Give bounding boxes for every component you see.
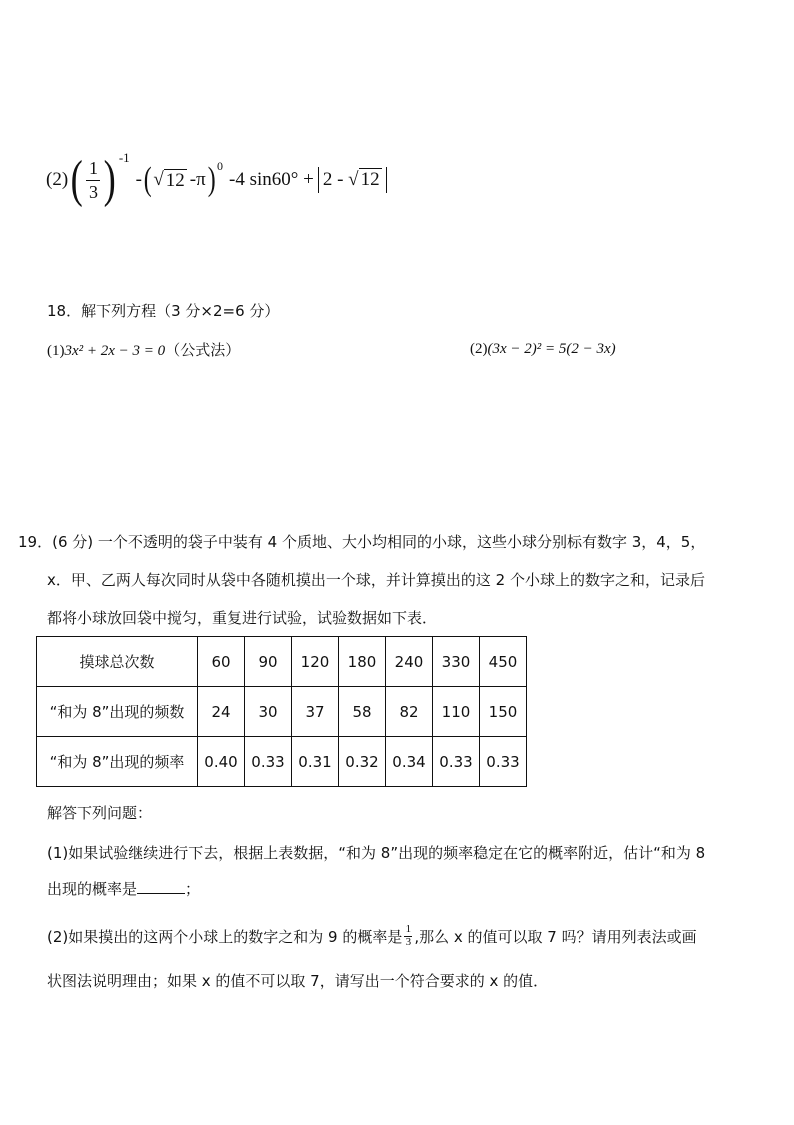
question-18-heading: 18．解下列方程（3 分×2=6 分） bbox=[47, 302, 280, 320]
small-fraction-denominator: 3 bbox=[405, 935, 412, 948]
part-2-line-1-text: (2)如果摸出的这两个小球上的数字之和为 9 的概率是 bbox=[47, 927, 403, 946]
table-cell: 450 bbox=[480, 637, 527, 687]
row-header: “和为 8”出现的频率 bbox=[37, 737, 198, 787]
question-19-line-2: x．甲、乙两人每次同时从袋中各随机摸出一个球，并计算摸出的这 2 个小球上的数字之和，记录后 bbox=[47, 571, 705, 589]
answer-blank bbox=[137, 879, 185, 894]
table-cell: 0.33 bbox=[245, 737, 292, 787]
table-cell: 0.33 bbox=[433, 737, 480, 787]
table-cell: 60 bbox=[198, 637, 245, 687]
pi-term: -π bbox=[189, 169, 206, 190]
part-2-line-1 bbox=[47, 924, 697, 948]
sqrt-arg: 12 bbox=[165, 169, 185, 191]
fraction-numerator: 1 bbox=[88, 157, 98, 178]
sin-term: -4 sin60° + bbox=[229, 169, 314, 190]
equation-1-math: 3x² + 2x − 3 = 0 bbox=[64, 343, 166, 359]
table-cell: 0.40 bbox=[198, 737, 245, 787]
abs-sqrt-arg: 12 bbox=[360, 169, 380, 190]
table-row bbox=[37, 687, 527, 737]
sqrt-icon: √ bbox=[348, 169, 359, 190]
left-paren-2: ( bbox=[143, 161, 152, 198]
equation-1-label: (1) bbox=[47, 343, 65, 359]
row-header: 摸球总次数 bbox=[37, 637, 198, 687]
table-cell: 110 bbox=[433, 687, 480, 737]
equation-2-math: (3x − 2)² = 5(2 − 3x) bbox=[487, 341, 616, 357]
table-cell: 90 bbox=[245, 637, 292, 687]
table-cell: 330 bbox=[433, 637, 480, 687]
part-1-line-2-text: 出现的概率是 bbox=[47, 880, 138, 898]
part-1-line-2-end: ； bbox=[185, 880, 201, 898]
table-cell: 30 bbox=[245, 687, 292, 737]
part-2-line-2: 状图法说明理由；如果 x 的值不可以取 7，请写出一个符合要求的 x 的值． bbox=[47, 972, 549, 990]
exponent-zero: 0 bbox=[217, 158, 223, 173]
equation-1 bbox=[47, 339, 240, 360]
table-row bbox=[37, 637, 527, 687]
sqrt-icon: √ bbox=[153, 169, 164, 190]
small-fraction-numerator: 1 bbox=[405, 923, 412, 935]
exponent-neg-one: -1 bbox=[118, 150, 130, 165]
table-cell: 0.31 bbox=[292, 737, 339, 787]
table-cell: 82 bbox=[386, 687, 433, 737]
table-row bbox=[37, 737, 527, 787]
table-cell: 0.33 bbox=[480, 737, 527, 787]
table-cell: 180 bbox=[339, 637, 386, 687]
expression-label: (2) bbox=[46, 169, 69, 190]
table-cell: 150 bbox=[480, 687, 527, 737]
fraction-one-third-small bbox=[404, 924, 412, 948]
question-19-line-3: 都将小球放回袋中搅匀，重复进行试验，试验数据如下表． bbox=[47, 609, 438, 627]
fraction-one-third bbox=[86, 158, 100, 203]
right-paren-2: ) bbox=[207, 161, 216, 198]
row-header: “和为 8”出现的频数 bbox=[37, 687, 198, 737]
equation-2 bbox=[470, 339, 616, 358]
absolute-value bbox=[318, 167, 387, 193]
abs-left-term: 2 - bbox=[322, 169, 344, 190]
table-cell: 0.34 bbox=[386, 737, 433, 787]
left-paren: ( bbox=[70, 151, 83, 208]
trial-data-table bbox=[36, 636, 527, 787]
equation-1-method: （公式法） bbox=[165, 341, 241, 359]
equation-2-label: (2) bbox=[470, 341, 488, 357]
part-1-line-2 bbox=[47, 878, 200, 899]
table-cell: 37 bbox=[292, 687, 339, 737]
minus-sign: - bbox=[135, 169, 142, 190]
part-2-line-1-end: ,那么 x 的值可以取 7 吗？请用列表法或画 bbox=[414, 927, 697, 946]
table-cell: 24 bbox=[198, 687, 245, 737]
table-cell: 120 bbox=[292, 637, 339, 687]
fraction-denominator: 3 bbox=[88, 181, 98, 202]
expression-q17-2 bbox=[46, 150, 387, 210]
question-19-line-1: 19．(6 分) 一个不透明的袋子中装有 4 个质地、大小均相同的小球，这些小球分别标有数字 3，4，5， bbox=[18, 533, 706, 551]
answer-heading: 解答下列问题： bbox=[47, 804, 153, 822]
table-cell: 0.32 bbox=[339, 737, 386, 787]
table-cell: 240 bbox=[386, 637, 433, 687]
part-1-line-1: (1)如果试验继续进行下去，根据上表数据，“和为 8”出现的频率稳定在它的概率附近，估计“和为 8 bbox=[47, 844, 706, 862]
right-paren: ) bbox=[104, 151, 117, 208]
table-cell: 58 bbox=[339, 687, 386, 737]
